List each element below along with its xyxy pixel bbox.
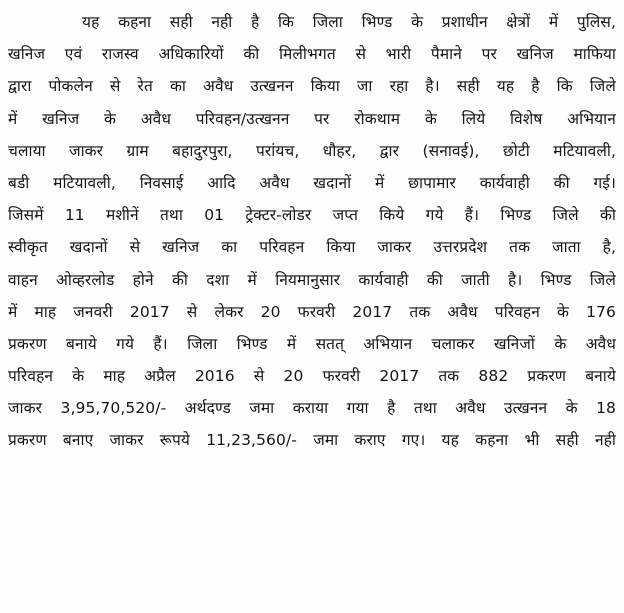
text-line-7: जिसमें 11 मशीनें तथा 01 ट्रेक्टर-लोडर जप्त किये गये हैं। भिण्ड जिले की	[8, 206, 616, 225]
text-line-5: चलाया जाकर ग्राम बहादुरपुरा, परांयच, धौहर, द्वार (सनावई), छोटी मटियावली,	[8, 141, 616, 160]
text-line-6: बडी मटियावली, निवसाई आदि अवैध खदानों में छापामार कार्यवाही की गई।	[8, 173, 616, 192]
paragraph	[8, 6, 616, 457]
text-line-4: में खनिज के अवैध परिवहन/उत्खनन पर रोकथाम के लिये विशेष अभियान	[8, 109, 616, 128]
text-line-10: में माह जनवरी 2017 से लेकर 20 फरवरी 2017 तक अवैध परिवहन के 176	[8, 302, 616, 321]
text-line-12: परिवहन के माह अप्रैल 2016 से 20 फरवरी 2017 तक 882 प्रकरण बनाये	[8, 367, 616, 386]
text-line-11: प्रकरण बनाये गये हैं। जिला भिण्ड में सतत् अभियान चलाकर खनिजों के अवैध	[8, 334, 616, 353]
text-line-13: जाकर 3,95,70,520/- अर्थदण्ड जमा कराया गया है तथा अवैध उत्खनन के 18	[8, 399, 616, 418]
text-line-2: खनिज एवं राजस्व अधिकारियों की मिलीभगत से भारी पैमाने पर खनिज माफिया	[8, 45, 616, 64]
text-line-8: स्वीकृत खदानों से खनिज का परिवहन किया जाकर उत्तरप्रदेश तक जाता है,	[8, 238, 616, 257]
text-line-3: द्वारा पोकलेन से रेत का अवैध उत्खनन किया जा रहा है। सही यह है कि जिले	[8, 77, 616, 96]
text-line-9: वाहन ओव्हरलोड होने की दशा में नियमानुसार कार्यवाही की जाती है। भिण्ड जिले	[8, 270, 616, 289]
text-line-14: प्रकरण बनाए जाकर रूपये 11,23,560/- जमा कराए गए। यह कहना भी सही नही	[8, 431, 616, 450]
text-line-1: यह कहना सही नही है कि जिला भिण्ड के प्रशाधीन क्षेत्रों में पुलिस,	[82, 13, 616, 31]
